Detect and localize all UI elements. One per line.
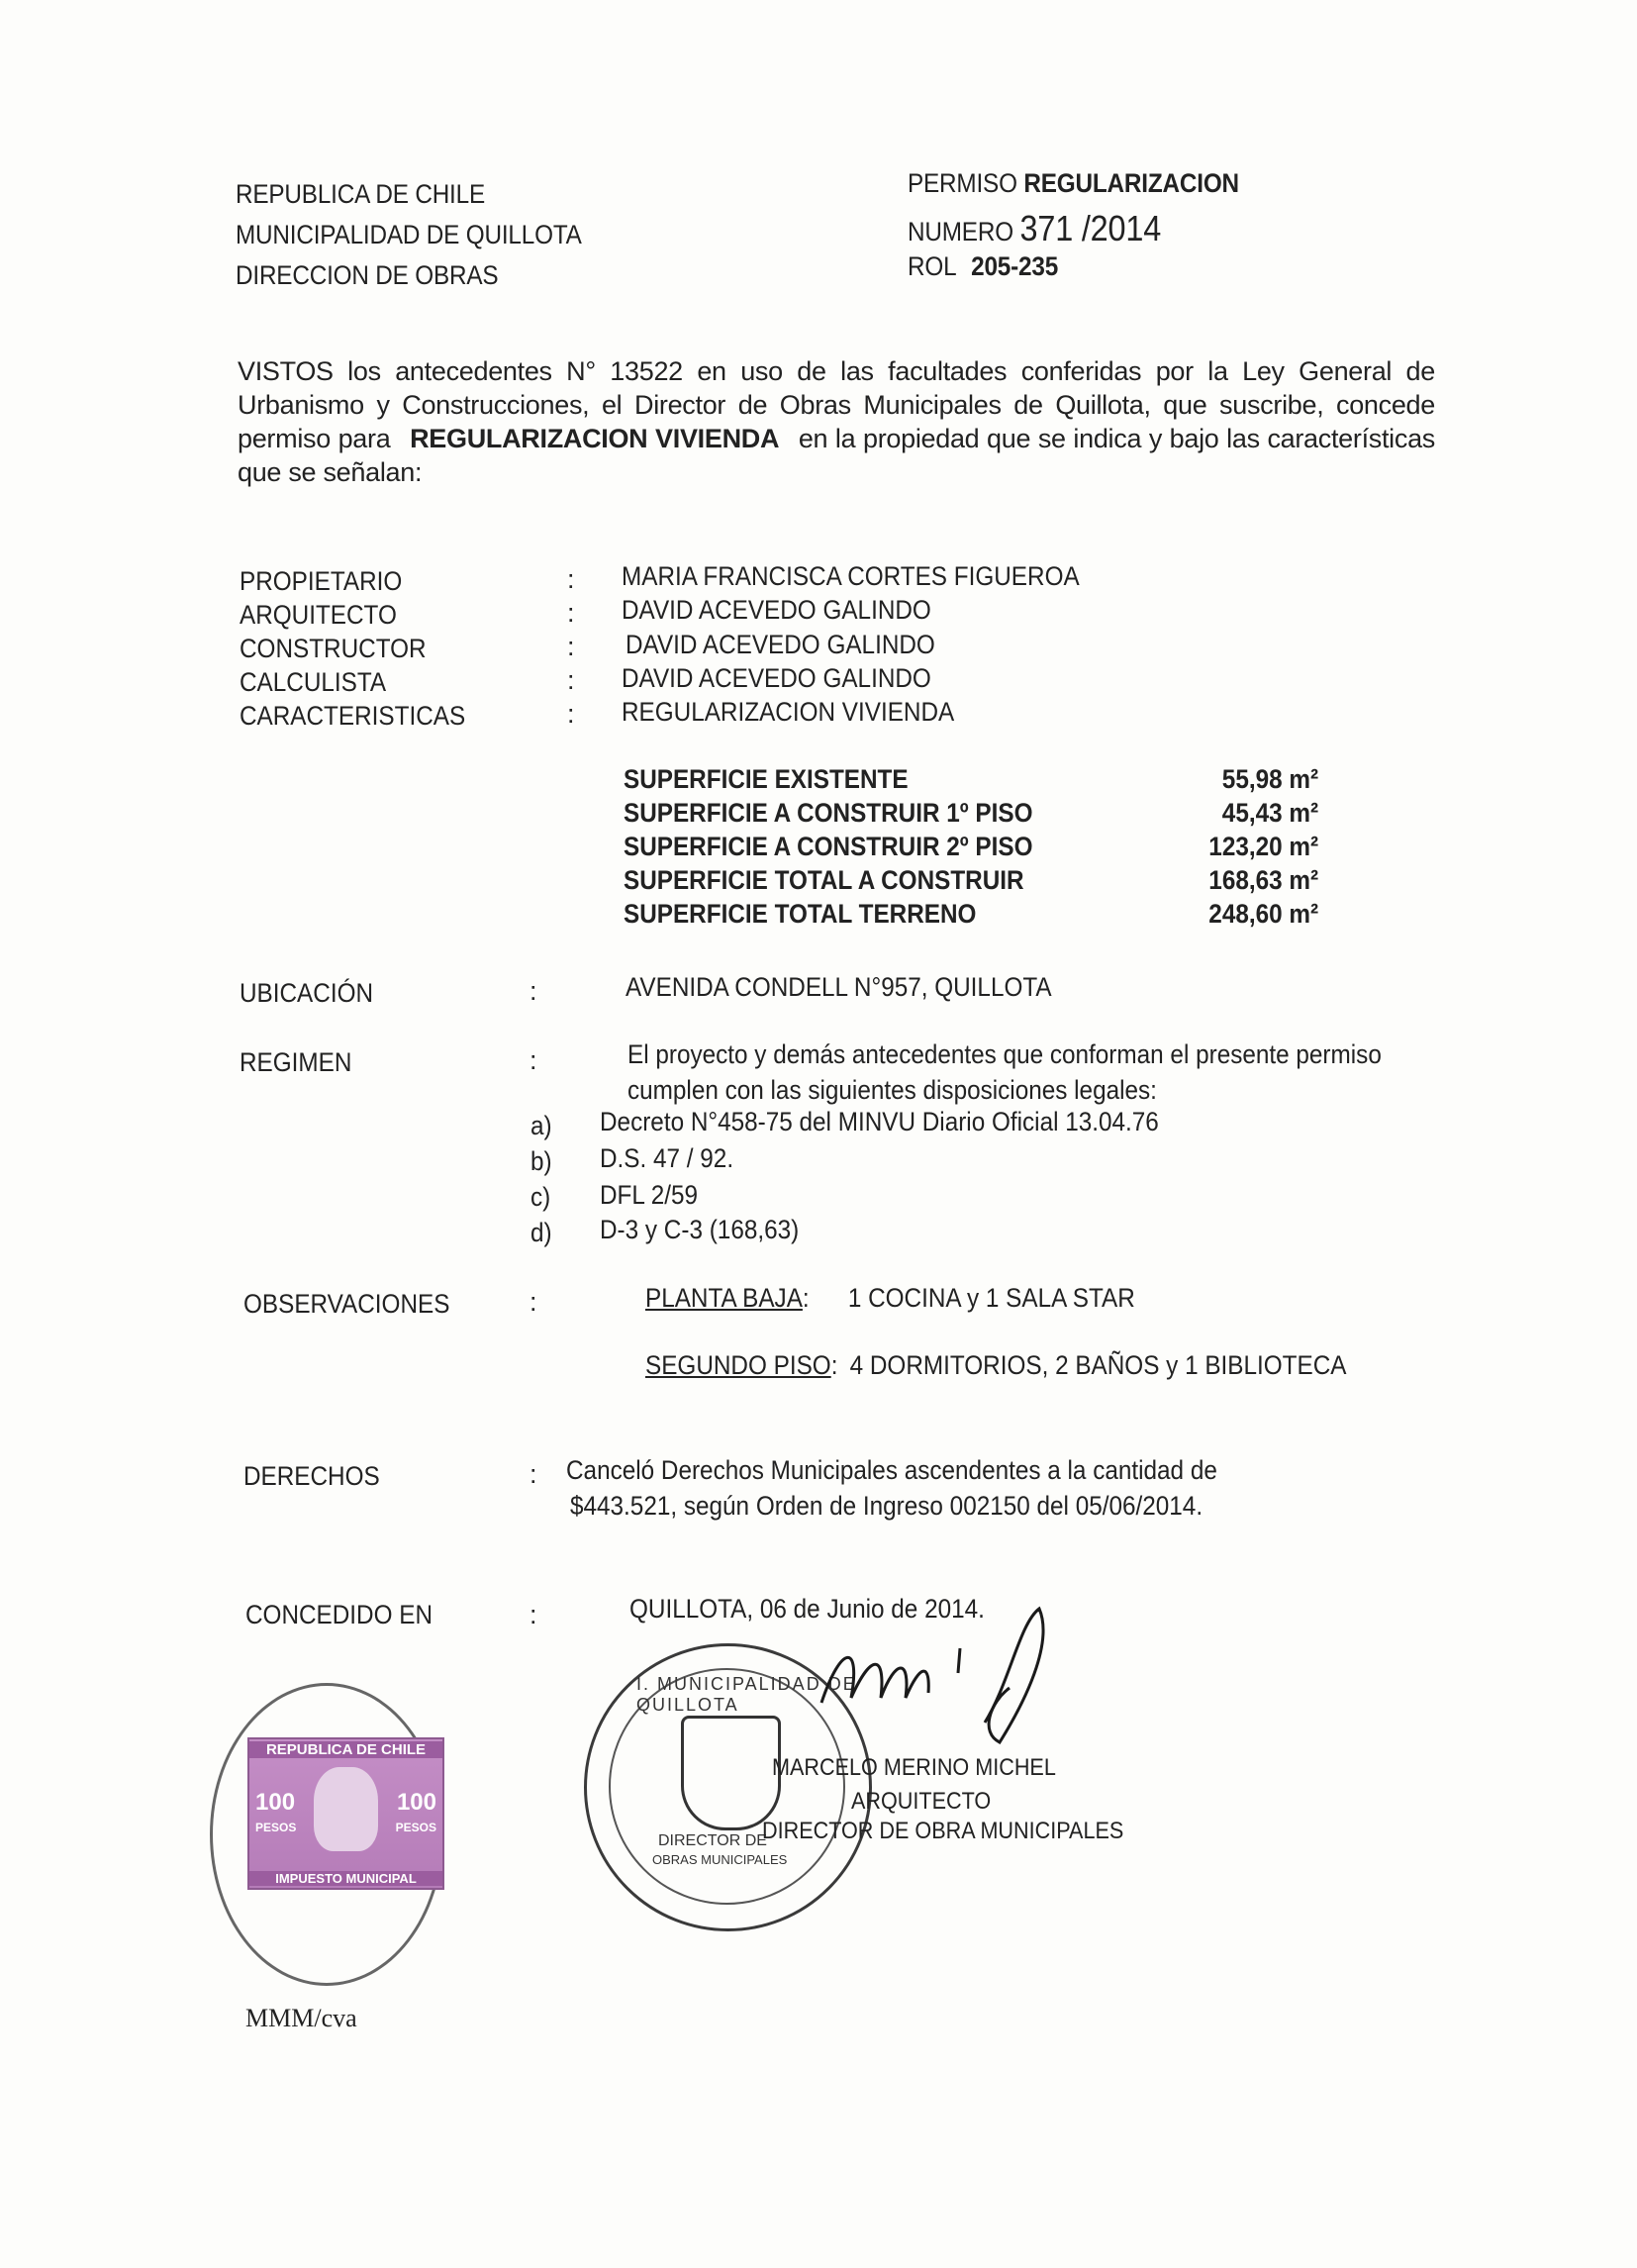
field-label-arquitecto: ARQUITECTO xyxy=(240,600,397,630)
rol-label: ROL xyxy=(908,251,956,281)
segundo-piso-label: SEGUNDO PISO xyxy=(645,1350,831,1380)
surface-name: SUPERFICIE TOTAL TERRENO xyxy=(624,899,977,929)
regimen-item-text: D.S. 47 / 92. xyxy=(600,1143,734,1173)
regimen-item-key: d) xyxy=(530,1218,552,1247)
derechos-line-1: Canceló Derechos Municipales ascendentes a la cantidad de xyxy=(566,1455,1217,1485)
rol-value: 205-235 xyxy=(971,251,1059,281)
stamp-currency-right: PESOS xyxy=(395,1821,436,1834)
colon: : xyxy=(530,1045,537,1075)
signer-name: MARCELO MERINO MICHEL xyxy=(772,1754,1056,1781)
issuer-country: REPUBLICA DE CHILE xyxy=(236,179,485,209)
field-value-calculista: DAVID ACEVEDO GALINDO xyxy=(622,663,931,693)
handwritten-signature xyxy=(812,1604,1069,1752)
issuer-block xyxy=(236,174,582,296)
stamp-top-text: REPUBLICA DE CHILE xyxy=(249,1741,442,1758)
surface-value: 248,60 m² xyxy=(1208,899,1318,929)
seal-shield-icon xyxy=(681,1716,781,1830)
number-label: NUMERO xyxy=(908,217,1013,247)
stamp-currency-left: PESOS xyxy=(255,1821,297,1834)
footer-initials: MMM/cva xyxy=(245,2004,357,2032)
concedido-value: QUILLOTA, 06 de Junio de 2014. xyxy=(629,1594,985,1624)
field-label-constructor: CONSTRUCTOR xyxy=(240,634,427,663)
regimen-item-key: c) xyxy=(530,1182,551,1212)
stamp-value-left: 100 xyxy=(255,1789,296,1816)
colon: : xyxy=(567,564,575,594)
colon: : xyxy=(567,598,575,628)
field-value-arquitecto: DAVID ACEVEDO GALINDO xyxy=(622,595,931,625)
field-value-caracteristicas: REGULARIZACION VIVIENDA xyxy=(622,697,955,727)
surface-value: 123,20 m² xyxy=(1208,832,1318,861)
signer-role: DIRECTOR DE OBRA MUNICIPALES xyxy=(762,1818,1124,1844)
colon: : xyxy=(567,665,575,695)
surface-name: SUPERFICIE A CONSTRUIR 2º PISO xyxy=(624,832,1033,861)
permit-number: 371 /2014 xyxy=(1019,208,1162,248)
segundo-piso-row: SEGUNDO PISO: 4 DORMITORIOS, 2 BAÑOS y 1 BIBLIOTECA xyxy=(645,1350,1347,1380)
regimen-line-1: El proyecto y demás antecedentes que conforman el presente permiso xyxy=(627,1039,1382,1069)
planta-baja-value: 1 COCINA y 1 SALA STAR xyxy=(847,1283,1135,1313)
intro-text-1: VISTOS los antecedentes N° 13522 en uso de las facultades conferidas por la Ley General de Urbanismo y Construcciones, el Director de Obras Municipales de Quillota, que suscribe, concede permiso para xyxy=(238,356,1435,453)
seal-inner-text-2: OBRAS MUNICIPALES xyxy=(652,1852,788,1867)
field-label-propietario: PROPIETARIO xyxy=(240,566,403,596)
surface-value: 45,43 m² xyxy=(1221,798,1318,828)
colon: : xyxy=(530,976,537,1006)
issuer-department: DIRECCION DE OBRAS xyxy=(236,260,499,290)
tax-stamp xyxy=(247,1737,444,1890)
colon: : xyxy=(530,1600,537,1629)
ubicacion-label: UBICACIÓN xyxy=(240,978,374,1008)
regimen-line-2: cumplen con las siguientes disposiciones legales: xyxy=(627,1075,1157,1105)
regimen-item-text: Decreto N°458-75 del MINVU Diario Oficial 13.04.76 xyxy=(600,1107,1159,1136)
field-label-calculista: CALCULISTA xyxy=(240,667,387,697)
concedido-label: CONCEDIDO EN xyxy=(245,1600,433,1629)
field-value-constructor: DAVID ACEVEDO GALINDO xyxy=(626,630,935,659)
planta-baja-row: PLANTA BAJA: 1 COCINA y 1 SALA STAR xyxy=(645,1283,1135,1313)
regimen-item-key: a) xyxy=(530,1111,552,1140)
intro-bold: REGULARIZACION VIVIENDA xyxy=(410,424,780,453)
stamp-value-right: 100 xyxy=(396,1789,436,1816)
colon: : xyxy=(567,699,575,729)
permit-block xyxy=(908,168,1239,282)
segundo-piso-value: 4 DORMITORIOS, 2 BAÑOS y 1 BIBLIOTECA xyxy=(849,1350,1347,1380)
surface-value: 168,63 m² xyxy=(1208,865,1318,895)
planta-baja-label: PLANTA BAJA xyxy=(645,1283,803,1313)
derechos-label: DERECHOS xyxy=(243,1461,380,1491)
colon: : xyxy=(530,1459,537,1489)
stamp-bottom-text: IMPUESTO MUNICIPAL xyxy=(249,1871,442,1886)
surface-name: SUPERFICIE EXISTENTE xyxy=(624,764,909,794)
intro-paragraph xyxy=(238,354,1435,489)
seal-inner-text-1: DIRECTOR DE xyxy=(658,1832,767,1849)
field-value-propietario: MARIA FRANCISCA CORTES FIGUEROA xyxy=(622,561,1080,591)
colon: : xyxy=(530,1287,537,1317)
regimen-item-key: b) xyxy=(530,1146,552,1176)
regimen-label: REGIMEN xyxy=(240,1047,352,1077)
observaciones-label: OBSERVACIONES xyxy=(243,1289,450,1319)
seal-ring-text: I. MUNICIPALIDAD DE QUILLOTA xyxy=(636,1674,857,1715)
permit-label: PERMISO xyxy=(908,168,1017,198)
permit-type: REGULARIZACION xyxy=(1023,168,1239,198)
derechos-line-2: $443.521, según Orden de Ingreso 002150 del 05/06/2014. xyxy=(570,1491,1204,1521)
field-label-caracteristicas: CARACTERISTICAS xyxy=(240,701,466,731)
stamp-portrait-icon xyxy=(314,1767,378,1851)
surface-name: SUPERFICIE TOTAL A CONSTRUIR xyxy=(624,865,1024,895)
colon: : xyxy=(567,632,575,661)
surface-name: SUPERFICIE A CONSTRUIR 1º PISO xyxy=(624,798,1033,828)
signer-title: ARQUITECTO xyxy=(851,1788,992,1815)
ubicacion-value: AVENIDA CONDELL N°957, QUILLOTA xyxy=(626,972,1052,1002)
regimen-item-text: DFL 2/59 xyxy=(600,1180,699,1210)
intro-text-2: en la propiedad que se indica y bajo las características que se señalan: xyxy=(238,424,1435,487)
surface-value: 55,98 m² xyxy=(1221,764,1318,794)
issuer-municipality: MUNICIPALIDAD DE QUILLOTA xyxy=(236,220,582,249)
regimen-item-text: D-3 y C-3 (168,63) xyxy=(600,1215,800,1244)
